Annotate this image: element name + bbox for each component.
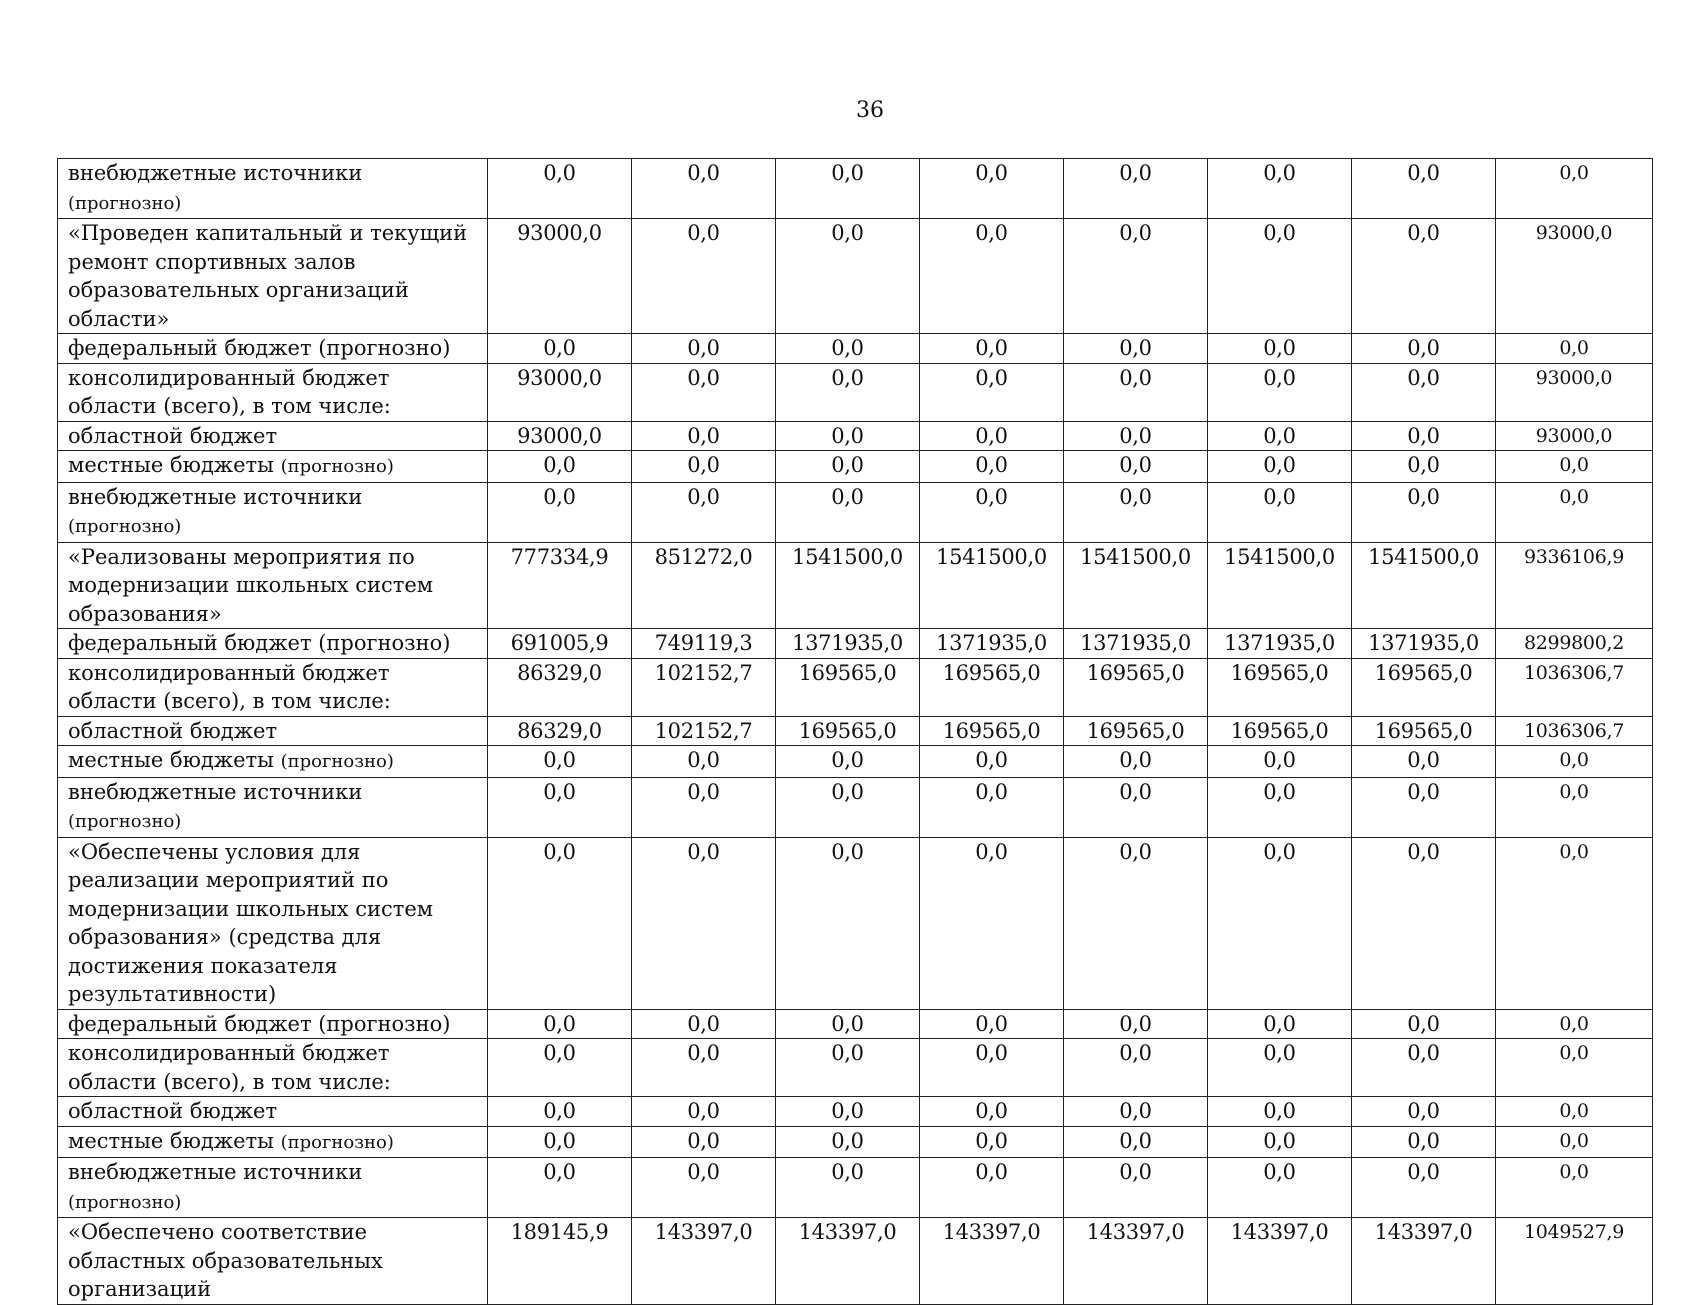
table-row — [58, 1218, 1653, 1305]
value-cell: 1541500,0 — [1208, 542, 1352, 629]
row-label-cell — [58, 746, 488, 778]
value-cell: 169565,0 — [920, 716, 1064, 746]
value-cell: 0,0 — [1064, 334, 1208, 364]
value-cell: 0,0 — [920, 1158, 1064, 1218]
row-label-cell — [58, 658, 488, 716]
table-row — [58, 777, 1653, 837]
value-cell: 0,0 — [632, 1039, 776, 1097]
value-cell: 0,0 — [1064, 746, 1208, 778]
value-cell: 0,0 — [920, 421, 1064, 451]
value-cell: 143397,0 — [632, 1218, 776, 1305]
row-label-cell — [58, 1097, 488, 1127]
total-value-cell: 0,0 — [1496, 482, 1653, 542]
row-label: областной бюджет — [68, 423, 278, 448]
value-cell: 0,0 — [776, 1009, 920, 1039]
table-row — [58, 837, 1653, 1009]
total-value-cell: 9336106,9 — [1496, 542, 1653, 629]
value-cell: 0,0 — [1352, 421, 1496, 451]
value-cell: 0,0 — [1208, 1158, 1352, 1218]
total-value-cell: 93000,0 — [1496, 363, 1653, 421]
value-cell: 0,0 — [1352, 746, 1496, 778]
value-cell: 0,0 — [632, 837, 776, 1009]
value-cell: 0,0 — [776, 837, 920, 1009]
table-row — [58, 1097, 1653, 1127]
total-value-cell: 0,0 — [1496, 1009, 1653, 1039]
row-label: местные бюджеты — [68, 1128, 274, 1153]
value-cell: 0,0 — [632, 746, 776, 778]
value-cell: 851272,0 — [632, 542, 776, 629]
value-cell: 0,0 — [1352, 1039, 1496, 1097]
row-label: федеральный бюджет (прогнозно) — [68, 1011, 451, 1036]
value-cell: 0,0 — [920, 746, 1064, 778]
table-row — [58, 159, 1653, 219]
value-cell: 0,0 — [1352, 1158, 1496, 1218]
value-cell: 169565,0 — [1208, 658, 1352, 716]
value-cell: 1371935,0 — [920, 629, 1064, 659]
value-cell: 0,0 — [920, 334, 1064, 364]
budget-table — [57, 158, 1653, 1305]
value-cell: 0,0 — [632, 219, 776, 334]
value-cell: 0,0 — [1208, 777, 1352, 837]
total-value-cell: 1036306,7 — [1496, 716, 1653, 746]
value-cell: 1371935,0 — [776, 629, 920, 659]
value-cell: 1541500,0 — [776, 542, 920, 629]
value-cell: 0,0 — [1352, 777, 1496, 837]
row-label-cell — [58, 159, 488, 219]
total-value-cell: 93000,0 — [1496, 219, 1653, 334]
value-cell: 0,0 — [1208, 1039, 1352, 1097]
table-row — [58, 629, 1653, 659]
value-cell: 169565,0 — [1352, 716, 1496, 746]
row-label-cell — [58, 777, 488, 837]
value-cell: 0,0 — [1352, 482, 1496, 542]
value-cell: 0,0 — [920, 482, 1064, 542]
table-row — [58, 746, 1653, 778]
row-label-cell — [58, 716, 488, 746]
value-cell: 0,0 — [1064, 1126, 1208, 1158]
value-cell: 93000,0 — [488, 219, 632, 334]
value-cell: 0,0 — [1208, 482, 1352, 542]
value-cell: 1541500,0 — [1352, 542, 1496, 629]
row-label-cell — [58, 421, 488, 451]
total-value-cell: 0,0 — [1496, 1158, 1653, 1218]
value-cell: 0,0 — [1064, 837, 1208, 1009]
value-cell: 0,0 — [488, 837, 632, 1009]
value-cell: 0,0 — [1208, 219, 1352, 334]
value-cell: 169565,0 — [1352, 658, 1496, 716]
total-value-cell: 0,0 — [1496, 1126, 1653, 1158]
value-cell: 0,0 — [632, 451, 776, 483]
row-label: внебюджетные источники — [68, 1160, 363, 1184]
value-cell: 0,0 — [1064, 159, 1208, 219]
row-label: «Проведен капитальный и текущий ремонт спортивных залов образовательных организаций области» — [68, 221, 468, 331]
value-cell: 0,0 — [1208, 746, 1352, 778]
row-label: внебюджетные источники — [68, 161, 363, 185]
value-cell: 86329,0 — [488, 716, 632, 746]
value-cell: 0,0 — [1208, 363, 1352, 421]
value-cell: 0,0 — [1352, 334, 1496, 364]
table-row — [58, 451, 1653, 483]
row-label-cell — [58, 629, 488, 659]
value-cell: 0,0 — [632, 421, 776, 451]
value-cell: 0,0 — [1064, 219, 1208, 334]
value-cell: 169565,0 — [776, 658, 920, 716]
total-value-cell: 1036306,7 — [1496, 658, 1653, 716]
total-value-cell: 93000,0 — [1496, 421, 1653, 451]
total-value-cell: 8299800,2 — [1496, 629, 1653, 659]
value-cell: 0,0 — [776, 777, 920, 837]
value-cell: 0,0 — [776, 1097, 920, 1127]
row-label: федеральный бюджет (прогнозно) — [68, 336, 451, 360]
value-cell: 0,0 — [920, 451, 1064, 483]
value-cell: 0,0 — [776, 334, 920, 364]
value-cell: 0,0 — [920, 777, 1064, 837]
value-cell: 0,0 — [632, 777, 776, 837]
value-cell: 0,0 — [1208, 837, 1352, 1009]
row-label: «Реализованы мероприятия по модернизации школьных систем образования» — [68, 544, 434, 626]
value-cell: 1371935,0 — [1208, 629, 1352, 659]
row-label-cell — [58, 219, 488, 334]
value-cell: 1541500,0 — [1064, 542, 1208, 629]
value-cell: 0,0 — [920, 159, 1064, 219]
value-cell: 0,0 — [1208, 334, 1352, 364]
value-cell: 1541500,0 — [920, 542, 1064, 629]
total-value-cell: 1049527,9 — [1496, 1218, 1653, 1305]
value-cell: 0,0 — [1352, 1126, 1496, 1158]
value-cell: 0,0 — [1352, 837, 1496, 1009]
row-label-cell — [58, 837, 488, 1009]
row-label: федеральный бюджет (прогнозно) — [68, 631, 451, 655]
value-cell: 0,0 — [776, 1126, 920, 1158]
value-cell: 102152,7 — [632, 716, 776, 746]
row-label: «Обеспечено соответствие областных образовательных организаций — [68, 1220, 383, 1301]
row-label-cell — [58, 542, 488, 629]
value-cell: 102152,7 — [632, 658, 776, 716]
row-label: местные бюджеты — [68, 748, 274, 772]
table-row — [58, 542, 1653, 629]
value-cell: 189145,9 — [488, 1218, 632, 1305]
table-row — [58, 1158, 1653, 1218]
table-row — [58, 1039, 1653, 1097]
table-body — [58, 159, 1653, 1305]
row-label-note: (прогнозно) — [280, 751, 394, 772]
total-value-cell: 0,0 — [1496, 334, 1653, 364]
row-label-cell — [58, 1126, 488, 1158]
value-cell: 169565,0 — [920, 658, 1064, 716]
value-cell: 0,0 — [776, 363, 920, 421]
value-cell: 169565,0 — [1064, 658, 1208, 716]
table-row — [58, 1009, 1653, 1039]
value-cell: 0,0 — [632, 1126, 776, 1158]
value-cell: 0,0 — [1064, 1009, 1208, 1039]
value-cell: 0,0 — [1352, 159, 1496, 219]
value-cell: 0,0 — [920, 1126, 1064, 1158]
value-cell: 0,0 — [1064, 451, 1208, 483]
value-cell: 0,0 — [920, 1039, 1064, 1097]
row-label: внебюджетные источники — [68, 779, 363, 804]
value-cell: 1371935,0 — [1352, 629, 1496, 659]
value-cell: 0,0 — [632, 363, 776, 421]
value-cell: 0,0 — [632, 159, 776, 219]
table-row — [58, 1126, 1653, 1158]
row-label-cell — [58, 1039, 488, 1097]
value-cell: 0,0 — [632, 1097, 776, 1127]
value-cell: 0,0 — [1064, 363, 1208, 421]
value-cell: 0,0 — [776, 1158, 920, 1218]
table-row — [58, 219, 1653, 334]
value-cell: 0,0 — [1352, 363, 1496, 421]
value-cell: 691005,9 — [488, 629, 632, 659]
value-cell: 169565,0 — [776, 716, 920, 746]
row-label-cell — [58, 482, 488, 542]
row-label: местные бюджеты — [68, 453, 274, 477]
table-row — [58, 421, 1653, 451]
row-label-cell — [58, 1158, 488, 1218]
value-cell: 0,0 — [776, 482, 920, 542]
value-cell: 0,0 — [1208, 1097, 1352, 1127]
value-cell: 1371935,0 — [1064, 629, 1208, 659]
row-label-cell — [58, 1009, 488, 1039]
row-label: областной бюджет — [68, 718, 278, 743]
value-cell: 0,0 — [632, 334, 776, 364]
value-cell: 0,0 — [1208, 1009, 1352, 1039]
value-cell: 0,0 — [488, 1009, 632, 1039]
row-label-note: (прогнозно) — [280, 1131, 394, 1153]
value-cell: 0,0 — [632, 1009, 776, 1039]
value-cell: 93000,0 — [488, 363, 632, 421]
value-cell: 0,0 — [488, 746, 632, 778]
total-value-cell: 0,0 — [1496, 837, 1653, 1009]
value-cell: 0,0 — [1064, 421, 1208, 451]
row-label: консолидированный бюджет области (всего), в том числе: — [68, 660, 391, 713]
value-cell: 0,0 — [488, 1126, 632, 1158]
row-label-note: (прогнозно) — [68, 192, 182, 214]
value-cell: 0,0 — [1064, 777, 1208, 837]
value-cell: 0,0 — [488, 334, 632, 364]
value-cell: 0,0 — [776, 421, 920, 451]
value-cell: 0,0 — [1352, 1097, 1496, 1127]
value-cell: 0,0 — [920, 219, 1064, 334]
value-cell: 143397,0 — [1352, 1218, 1496, 1305]
table-row — [58, 363, 1653, 421]
total-value-cell: 0,0 — [1496, 451, 1653, 483]
total-value-cell: 0,0 — [1496, 159, 1653, 219]
value-cell: 0,0 — [632, 482, 776, 542]
value-cell: 0,0 — [488, 1097, 632, 1127]
table-row — [58, 334, 1653, 364]
value-cell: 0,0 — [488, 482, 632, 542]
value-cell: 0,0 — [776, 1039, 920, 1097]
value-cell: 0,0 — [1064, 1158, 1208, 1218]
value-cell: 0,0 — [776, 451, 920, 483]
total-value-cell: 0,0 — [1496, 746, 1653, 778]
value-cell: 93000,0 — [488, 421, 632, 451]
value-cell: 0,0 — [1208, 451, 1352, 483]
page-number: 36 — [856, 98, 884, 123]
value-cell: 0,0 — [920, 1097, 1064, 1127]
row-label-cell — [58, 1218, 488, 1305]
value-cell: 169565,0 — [1208, 716, 1352, 746]
value-cell: 0,0 — [488, 777, 632, 837]
total-value-cell: 0,0 — [1496, 1039, 1653, 1097]
value-cell: 0,0 — [920, 363, 1064, 421]
value-cell: 0,0 — [1064, 1039, 1208, 1097]
row-label-cell — [58, 334, 488, 364]
value-cell: 0,0 — [1352, 451, 1496, 483]
value-cell: 86329,0 — [488, 658, 632, 716]
value-cell: 0,0 — [1208, 1126, 1352, 1158]
value-cell: 169565,0 — [1064, 716, 1208, 746]
table-row — [58, 658, 1653, 716]
value-cell: 143397,0 — [920, 1218, 1064, 1305]
row-label-cell — [58, 451, 488, 483]
total-value-cell: 0,0 — [1496, 777, 1653, 837]
row-label: консолидированный бюджет области (всего), в том числе: — [68, 365, 391, 418]
value-cell: 143397,0 — [1064, 1218, 1208, 1305]
row-label-note: (прогнозно) — [68, 516, 182, 537]
row-label-note: (прогнозно) — [68, 1191, 182, 1213]
value-cell: 0,0 — [1352, 1009, 1496, 1039]
value-cell: 143397,0 — [1208, 1218, 1352, 1305]
value-cell: 0,0 — [776, 219, 920, 334]
value-cell: 0,0 — [1064, 482, 1208, 542]
value-cell: 0,0 — [488, 1039, 632, 1097]
row-label: областной бюджет — [68, 1099, 278, 1123]
row-label: консолидированный бюджет области (всего), в том числе: — [68, 1041, 391, 1094]
table-row — [58, 482, 1653, 542]
row-label-cell — [58, 363, 488, 421]
value-cell: 0,0 — [1352, 219, 1496, 334]
value-cell: 777334,9 — [488, 542, 632, 629]
value-cell: 749119,3 — [632, 629, 776, 659]
value-cell: 0,0 — [488, 451, 632, 483]
value-cell: 0,0 — [632, 1158, 776, 1218]
row-label-note: (прогнозно) — [280, 456, 394, 477]
row-label: «Обеспечены условия для реализации мероприятий по модернизации школьных систем образования» (средства для достижения показателя результативности) — [68, 839, 434, 1006]
total-value-cell: 0,0 — [1496, 1097, 1653, 1127]
row-label-note: (прогнозно) — [68, 811, 182, 832]
value-cell: 0,0 — [488, 1158, 632, 1218]
table-row — [58, 716, 1653, 746]
value-cell: 0,0 — [776, 746, 920, 778]
value-cell: 0,0 — [920, 837, 1064, 1009]
value-cell: 0,0 — [776, 159, 920, 219]
value-cell: 143397,0 — [776, 1218, 920, 1305]
value-cell: 0,0 — [1208, 159, 1352, 219]
value-cell: 0,0 — [1208, 421, 1352, 451]
value-cell: 0,0 — [920, 1009, 1064, 1039]
value-cell: 0,0 — [488, 159, 632, 219]
value-cell: 0,0 — [1064, 1097, 1208, 1127]
row-label: внебюджетные источники — [68, 484, 363, 509]
